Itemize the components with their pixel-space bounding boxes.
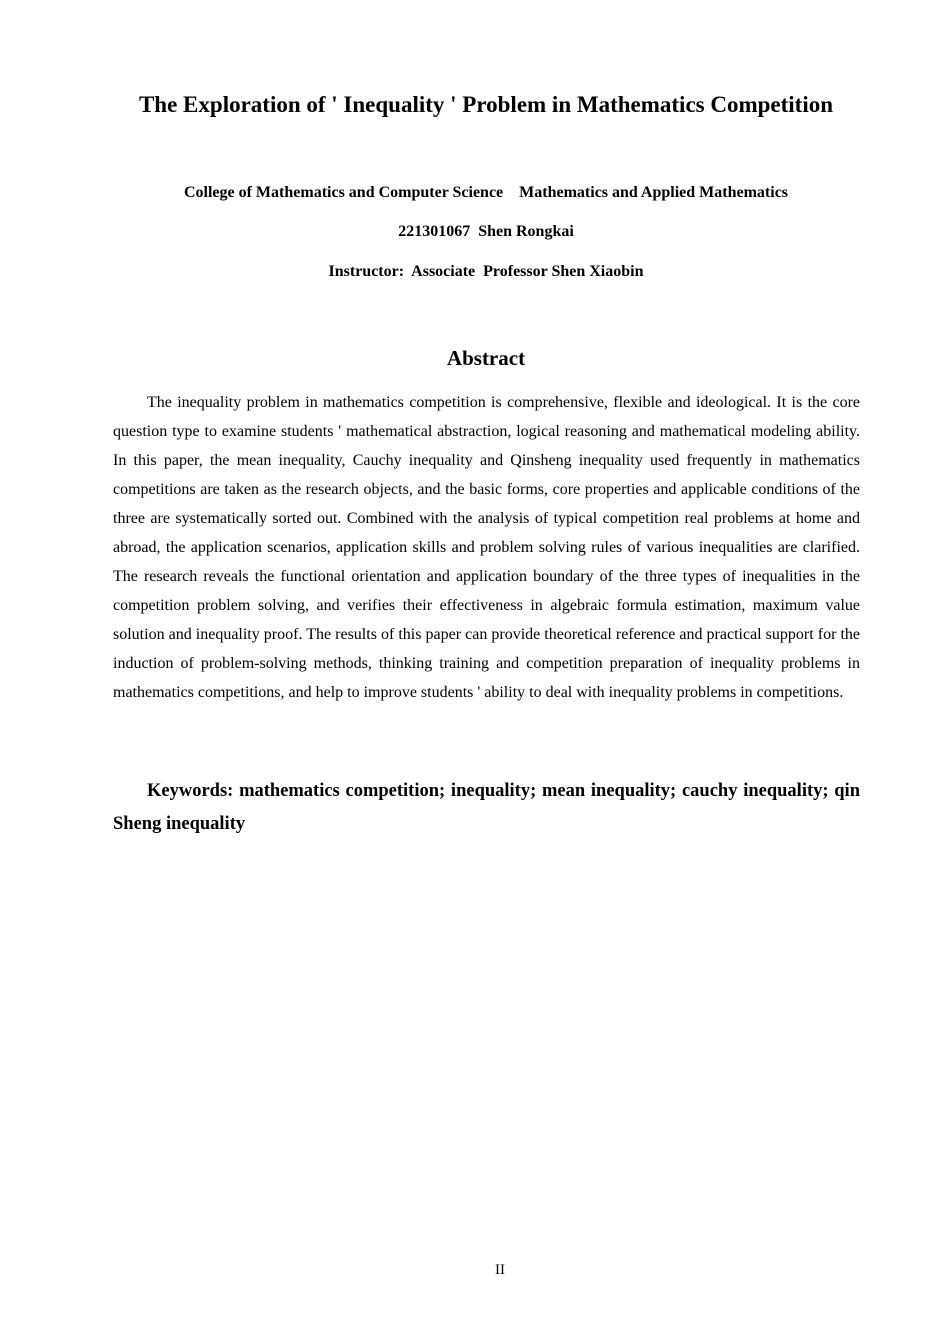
college-major-line: College of Mathematics and Computer Science Mathematics and Applied Mathematics (183, 184, 789, 201)
student-id-name-line: 221301067 Shen Rongkai (398, 223, 574, 240)
keywords-paragraph: Keywords: mathematics competition; inequality; mean inequality; cauchy inequality; qin Sheng inequality (113, 781, 860, 834)
abstract-heading: Abstract (446, 346, 526, 370)
page-number: II (495, 1262, 505, 1278)
paper-title: The Exploration of ' Inequality ' Problem in Mathematics Competition (138, 92, 834, 117)
instructor-line: Instructor: Associate Professor Shen Xiaobin (328, 263, 644, 280)
abstract-paragraph: The inequality problem in mathematics competition is comprehensive, flexible and ideological. It is the core question type to examine students ' mathematical abstraction, logical reasoning and mathematical modeling ability. In this paper, the mean inequality, Cauchy inequality and Qinsheng inequality used frequently in mathematics competitions are taken as the research objects, and the basic forms, core properties and applicable conditions of the three are systematically sorted out. Combined with the analysis of typical competition real problems at home and abroad, the application scenarios, application skills and problem solving rules of various inequalities are clarified. The research reveals the functional orientation and application boundary of the three types of inequalities in the competition problem solving, and verifies their effectiveness in algebraic formula estimation, maximum value solution and inequality proof. The results of this paper can provide theoretical reference and practical support for the induction of problem-solving methods, thinking training and competition preparation of inequality problems in mathematics competitions, and help to improve students ' ability to deal with inequality problems in competitions. (113, 394, 860, 701)
